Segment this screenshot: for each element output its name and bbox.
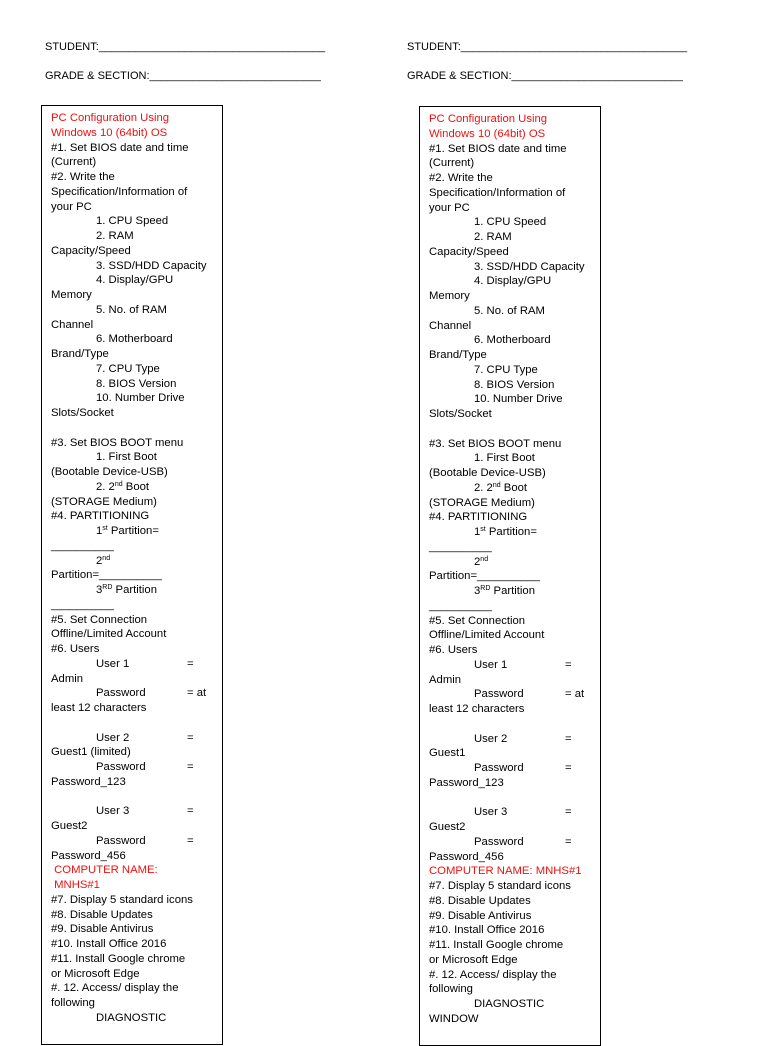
step-1: (Current): [51, 156, 97, 169]
spec-item: 3. SSD/HDD Capacity: [474, 260, 585, 273]
step-12-item: DIAGNOSTIC: [474, 998, 545, 1010]
step-3: #3. Set BIOS BOOT menu: [51, 436, 184, 449]
grade-section-field-right: GRADE & SECTION:____________________________: [407, 70, 683, 82]
spec-item: Memory: [429, 290, 470, 302]
spec-item: Capacity/Speed: [51, 244, 131, 257]
boot-item: 1. First Boot: [96, 451, 157, 464]
user-row: User 3 =: [96, 805, 194, 818]
partition-item: Partition=__________: [51, 569, 162, 582]
step-1: #1. Set BIOS date and time: [51, 141, 189, 154]
spec-item: Capacity/Speed: [429, 245, 509, 258]
password-row: Password =: [96, 834, 194, 847]
spacer: [51, 716, 213, 731]
step-5: Offline/Limited Account: [429, 629, 545, 642]
user-value: Admin: [429, 673, 462, 686]
step-12: #. 12. Access/ display the: [429, 968, 557, 981]
partition-item: 1st Partition=: [474, 526, 537, 538]
spec-item: 1. CPU Speed: [474, 216, 547, 229]
password-row: Password = at: [474, 688, 585, 701]
step-4: #4. PARTITIONING: [51, 510, 150, 523]
user-value: Guest2: [51, 820, 88, 832]
step-2: #2. Write the: [429, 172, 493, 184]
checklist-box-right: [419, 106, 601, 1046]
spec-item: 8. BIOS Version: [474, 378, 555, 391]
step-6: #6. Users: [51, 643, 100, 655]
spec-item: 10. Number Drive: [96, 392, 185, 405]
step-2: #2. Write the: [51, 171, 115, 183]
password-value: Password_456: [51, 849, 126, 862]
step-1: #1. Set BIOS date and time: [429, 142, 567, 155]
spec-item: 7. CPU Type: [96, 362, 160, 375]
step-7: #7. Display 5 standard icons: [429, 880, 571, 892]
checklist-box-left: [41, 105, 223, 1045]
step-11: or Microsoft Edge: [51, 967, 140, 980]
user-row: User 1 =: [474, 658, 572, 671]
step-5: Offline/Limited Account: [51, 628, 167, 641]
boot-item: (STORAGE Medium): [51, 495, 157, 508]
user-value: Guest1 (limited): [51, 746, 131, 759]
spacer: [429, 791, 591, 806]
boot-item: 1. First Boot: [474, 452, 535, 465]
partition-item: Partition=__________: [429, 570, 540, 583]
checklist-title: PC Configuration Using: [429, 113, 548, 125]
boot-item: (STORAGE Medium): [429, 496, 535, 509]
spec-item: Brand/Type: [429, 349, 487, 361]
step-11: or Microsoft Edge: [429, 953, 518, 966]
checklist-title: Windows 10 (64bit) OS: [429, 127, 546, 140]
spec-item: 4. Display/GPU: [474, 275, 552, 288]
spec-item: Brand/Type: [51, 348, 109, 360]
checklist-title: PC Configuration Using: [51, 112, 170, 124]
partition-item: 2nd: [96, 554, 111, 567]
boot-item: 2. 2nd Boot: [96, 480, 150, 493]
password-value: least 12 characters: [429, 703, 525, 715]
step-12-item: DIAGNOSTIC: [96, 1011, 167, 1024]
password-value: Password_123: [429, 776, 504, 789]
step-12: #. 12. Access/ display the: [51, 982, 179, 995]
checklist-title: Windows 10 (64bit) OS: [51, 126, 168, 139]
step-7: #7. Display 5 standard icons: [51, 893, 193, 906]
step-1: (Current): [429, 157, 475, 170]
step-10: #10. Install Office 2016: [429, 924, 545, 937]
student-field-right: STUDENT:_____________________________________: [407, 41, 688, 53]
partition-item: 3RD Partition: [96, 584, 158, 596]
computer-name: COMPUTER NAME: MNHS#1: [429, 865, 582, 878]
computer-name: COMPUTER NAME:: [51, 864, 158, 877]
step-10: #10. Install Office 2016: [51, 938, 167, 950]
partition-blank: __________: [429, 599, 492, 612]
spec-item: Channel: [429, 319, 472, 332]
step-11: #11. Install Google chrome: [51, 952, 186, 965]
spec-item: 2. RAM: [474, 231, 512, 243]
password-row: Password =: [96, 761, 194, 773]
spec-item: 5. No. of RAM: [474, 304, 545, 317]
spec-item: 2. RAM: [96, 230, 134, 242]
step-4: #4. PARTITIONING: [429, 511, 528, 524]
spec-item: 3. SSD/HDD Capacity: [96, 259, 207, 272]
password-row: Password = at: [96, 687, 207, 700]
spacer: [429, 422, 591, 437]
step-8: #8. Disable Updates: [429, 894, 531, 907]
spacer: [51, 421, 213, 436]
step-2: Specification/Information of: [429, 186, 566, 199]
step-2: Specification/Information of: [51, 185, 188, 198]
spec-item: 6. Motherboard: [96, 333, 173, 346]
spec-item: 8. BIOS Version: [96, 377, 177, 390]
step-2: your PC: [51, 200, 92, 213]
partition-item: 1st Partition=: [96, 525, 159, 537]
spacer: [51, 790, 213, 805]
user-value: Admin: [51, 672, 84, 685]
step-9: #9. Disable Antivirus: [429, 909, 532, 922]
partition-item: 3RD Partition: [474, 585, 536, 597]
spec-item: Slots/Socket: [51, 407, 114, 419]
step-5: #5. Set Connection: [429, 614, 526, 627]
student-field-left: STUDENT:_____________________________________: [45, 41, 326, 53]
spec-item: 5. No. of RAM: [96, 303, 167, 316]
spec-item: 1. CPU Speed: [96, 215, 169, 228]
spec-item: 7. CPU Type: [474, 363, 538, 376]
spacer: [429, 717, 591, 732]
spec-item: Channel: [51, 318, 94, 331]
spec-item: Slots/Socket: [429, 408, 492, 420]
step-6: #6. Users: [429, 644, 478, 656]
user-row: User 3 =: [474, 806, 572, 819]
user-row: User 1 =: [96, 657, 194, 670]
boot-item: (Bootable Device-USB): [51, 466, 168, 478]
step-11: #11. Install Google chrome: [429, 939, 564, 951]
password-value: least 12 characters: [51, 702, 147, 714]
user-row: User 2 =: [474, 732, 572, 745]
spec-item: 6. Motherboard: [474, 334, 551, 347]
boot-item: 2. 2nd Boot: [474, 481, 528, 494]
step-9: #9. Disable Antivirus: [51, 923, 154, 936]
step-8: #8. Disable Updates: [51, 908, 153, 921]
partition-blank: __________: [51, 539, 114, 552]
spec-item: 4. Display/GPU: [96, 274, 174, 287]
step-2: your PC: [429, 201, 470, 214]
user-value: Guest1: [429, 747, 466, 760]
user-value: Guest2: [429, 821, 466, 833]
step-12: following: [51, 997, 95, 1009]
spec-item: Memory: [51, 289, 92, 301]
partition-blank: __________: [429, 540, 492, 553]
password-value: Password_456: [429, 850, 504, 863]
password-value: Password_123: [51, 775, 126, 788]
computer-name: MNHS#1: [51, 879, 100, 891]
step-12: following: [429, 983, 473, 996]
user-row: User 2 =: [96, 731, 194, 744]
spec-item: 10. Number Drive: [474, 393, 563, 406]
step-3: #3. Set BIOS BOOT menu: [429, 437, 562, 450]
step-5: #5. Set Connection: [51, 613, 148, 626]
grade-section-field-left: GRADE & SECTION:____________________________: [45, 70, 321, 82]
password-row: Password =: [474, 762, 572, 774]
boot-item: (Bootable Device-USB): [429, 467, 546, 479]
partition-blank: __________: [51, 598, 114, 611]
step-12-item: WINDOW: [429, 1012, 479, 1025]
partition-item: 2nd: [474, 555, 489, 568]
password-row: Password =: [474, 835, 572, 848]
